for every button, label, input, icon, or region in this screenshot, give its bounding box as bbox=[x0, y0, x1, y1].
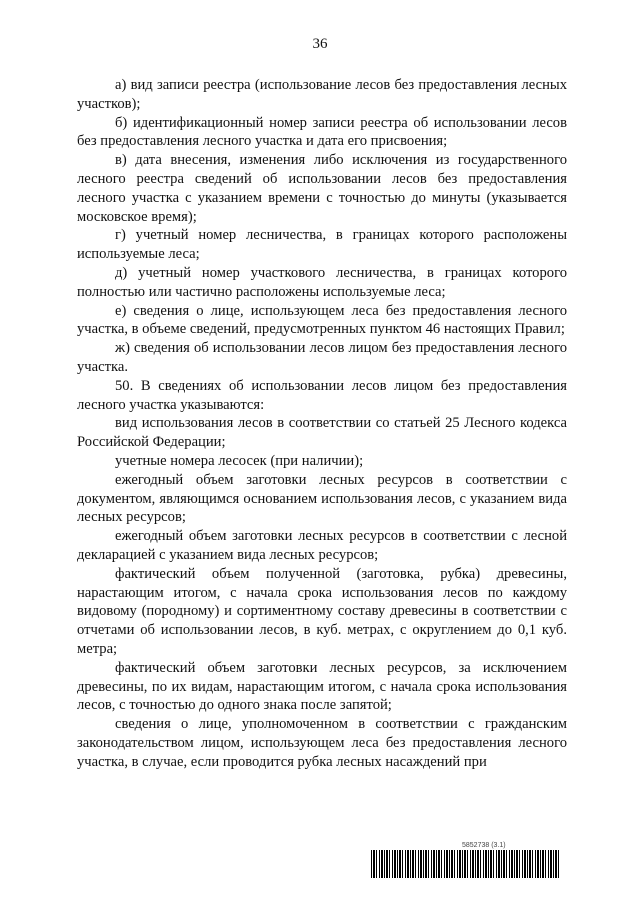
page-number: 36 bbox=[312, 36, 328, 52]
paragraph: 50. В сведениях об использовании лесов лицом без предоставления лесного участка указываются: bbox=[77, 377, 567, 413]
paragraph: учетные номера лесосек (при наличии); bbox=[115, 452, 364, 469]
paragraph: а) вид записи реестра (использование лесов без предоставления лесных участков); bbox=[77, 77, 567, 112]
barcode-label: 5852738 (3.1) bbox=[462, 842, 506, 849]
paragraph: в) дата внесения, изменения либо исключения из государственного лесного реестра сведений об использовании лесов без предоставления лесного участка с указанием времени с точностью до минуты (указывается московское время); bbox=[77, 152, 567, 225]
paragraph: вид использования лесов в соответствии со статьей 25 Лесного кодекса Российской Федерации; bbox=[77, 415, 567, 451]
paragraph: фактический объем заготовки лесных ресурсов, за исключением древесины, по их видам, нарастающим итогом, с начала срока использования лесов, с точностью до одного знака после запятой; bbox=[77, 659, 567, 714]
paragraph: ж) сведения об использовании лесов лицом без предоставления лесного участка. bbox=[77, 340, 567, 375]
paragraph: ежегодный объем заготовки лесных ресурсов в соответствии с лесной декларацией с указанием вида лесных ресурсов; bbox=[77, 528, 567, 563]
paragraph: ежегодный объем заготовки лесных ресурсов в соответствии с документом, являющимся основанием использования лесов, с указанием вида лесных ресурсов; bbox=[77, 471, 567, 526]
document-body bbox=[77, 76, 567, 771]
paragraph: фактический объем полученной (заготовка, рубка) древесины, нарастающим итогом, с начала срока использования лесов по каждому видовому (породному) и сортиментному составу древесины в соответствии с отчетами об использовании лесов, в куб. метрах, с округлением до 0,1 куб. метра; bbox=[77, 565, 567, 657]
barcode-image bbox=[371, 850, 561, 878]
paragraph: сведения о лице, уполномоченном в соответствии с гражданским законодательством лицом, использующем леса без предоставления лесного участка, в случае, если проводится рубка лесных насаждений при bbox=[77, 716, 567, 770]
paragraph: б) идентификационный номер записи реестра об использовании лесов без предоставления лесного участка и дата его присвоения; bbox=[77, 114, 567, 150]
paragraph: г) учетный номер лесничества, в границах которого расположены используемые леса; bbox=[77, 227, 567, 263]
paragraph: д) учетный номер участкового лесничества, в границах которого полностью или частично расположены используемые леса; bbox=[77, 264, 567, 300]
paragraph: е) сведения о лице, использующем леса без предоставления лесного участка, в объеме сведений, предусмотренных пунктом 46 настоящих Правил; bbox=[77, 302, 567, 338]
